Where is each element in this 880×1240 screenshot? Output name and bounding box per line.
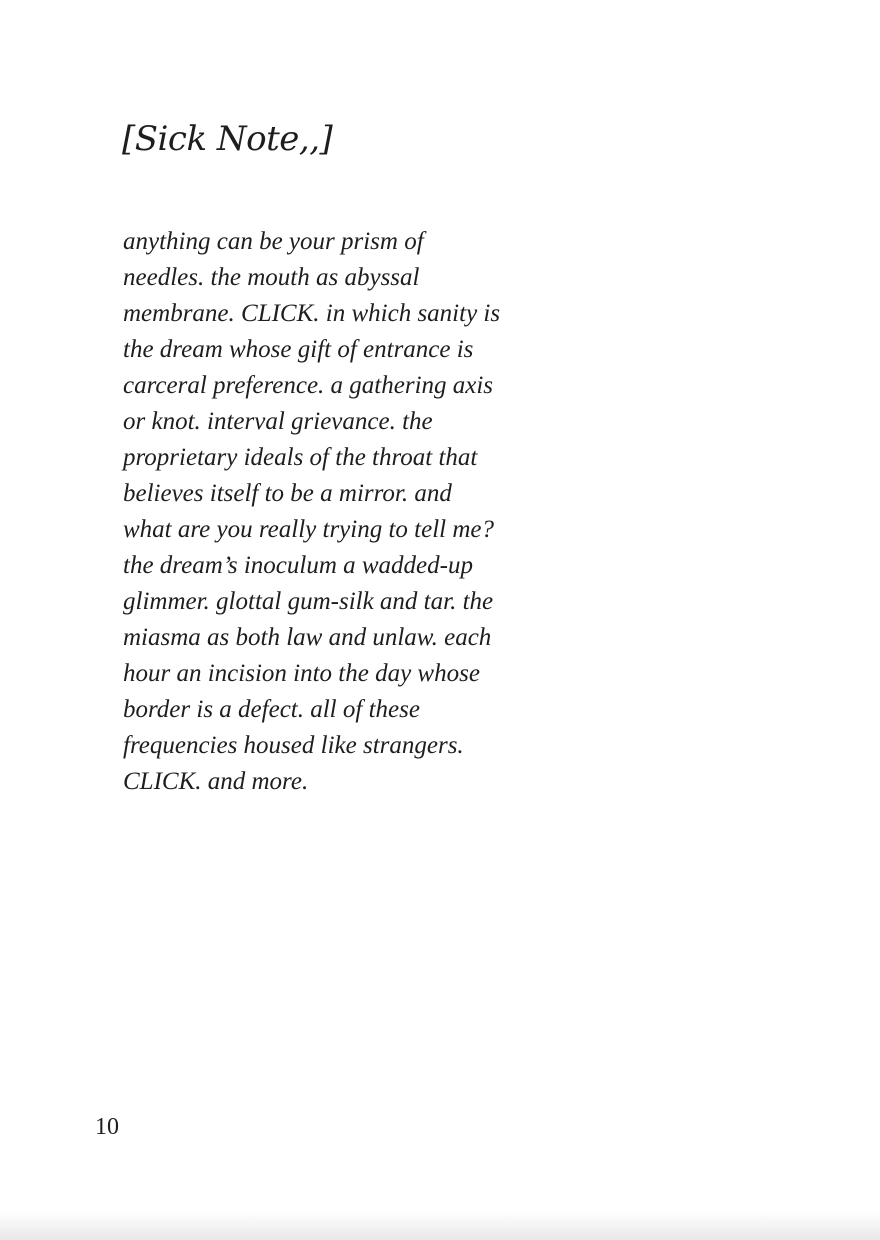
poem-line: membrane. CLICK. in which sanity is	[123, 300, 501, 327]
poem-line: frequencies housed like strangers.	[123, 732, 464, 759]
poem-line: the dream’s inoculum a wadded-up	[123, 552, 473, 579]
poem-line: carceral preference. a gathering axis	[123, 372, 494, 399]
page-number: 10	[95, 1114, 119, 1140]
poem-line: believes itself to be a mirror. and	[123, 480, 452, 507]
poem-line: miasma as both law and unlaw. each	[123, 624, 492, 651]
poem-line: CLICK. and more.	[123, 768, 309, 795]
poem-line: the dream whose gift of entrance is	[123, 336, 474, 363]
poem-line: or knot. interval grievance. the	[123, 408, 433, 435]
poem-title: [Sick Note,,]	[122, 119, 333, 159]
poem-line: border is a defect. all of these	[123, 696, 420, 723]
poem-line: hour an incision into the day whose	[123, 660, 480, 687]
poem-body	[123, 224, 500, 800]
poem-line: what are you really trying to tell me?	[123, 516, 494, 543]
poem-line: needles. the mouth as abyssal	[123, 264, 420, 291]
page-bottom-shadow	[0, 1212, 880, 1240]
poem-line: glimmer. glottal gum-silk and tar. the	[123, 588, 494, 615]
poem-line: anything can be your prism of	[123, 228, 424, 255]
poem-line: proprietary ideals of the throat that	[123, 444, 478, 471]
